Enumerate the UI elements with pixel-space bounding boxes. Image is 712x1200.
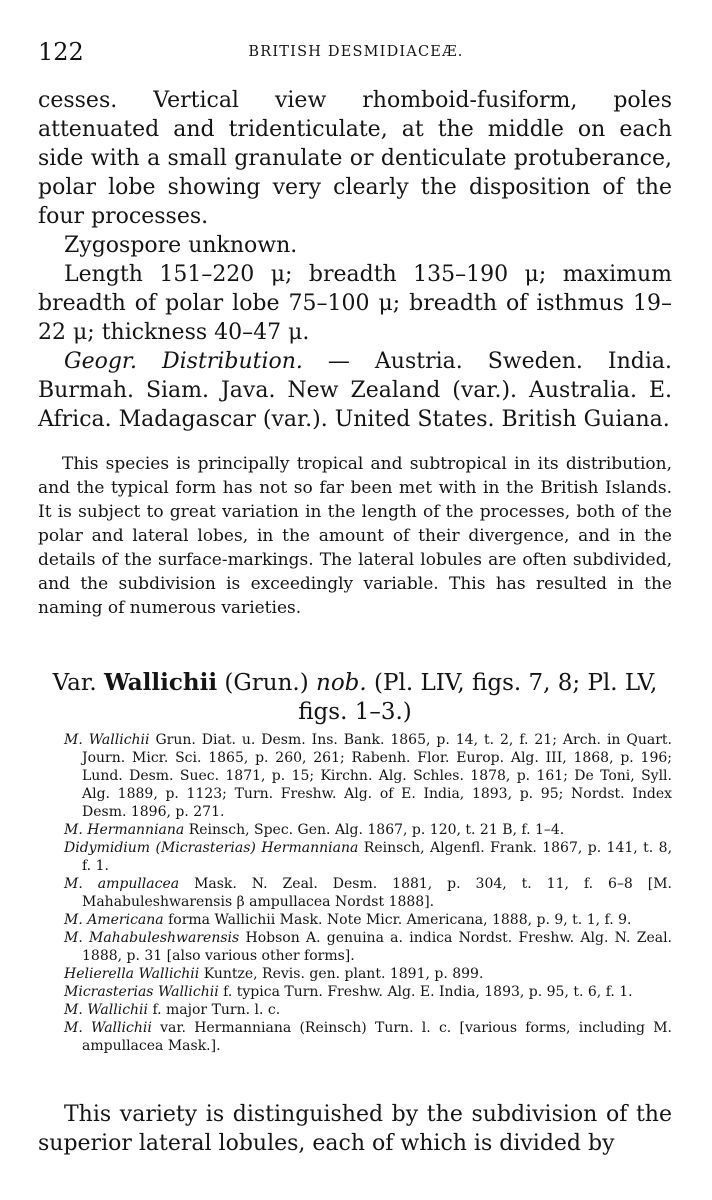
- synonym-entry: M. ampullacea Mask. N. Zeal. Desm. 1881, p. 304, t. 11, f. 6–8 [M. Mahabuleshwarensis β ampullacea Nordst 1888].: [64, 876, 672, 910]
- variety-authority: (Grun.): [224, 670, 309, 696]
- synonym-entry: M. Americana forma Wallichii Mask. Note Micr. Americana, 1888, p. 9, t. 1, f. 9.: [64, 912, 632, 928]
- measurements-paragraph: Length 151–220 μ; breadth 135–190 μ; maximum breadth of polar lobe 75–100 μ; breadth of isthmus 19–22 μ; thickness 40–47 μ.: [38, 262, 672, 345]
- synonymy-list: [38, 731, 672, 1055]
- closing-paragraph: This variety is distinguished by the subdivision of the superior lateral lobules, each of which is divided by: [38, 1102, 672, 1156]
- distribution-label: Geogr. Distribution.: [64, 349, 303, 374]
- species-description: [38, 86, 672, 434]
- variety-nob: nob.: [316, 670, 367, 696]
- closing-block: [38, 1100, 672, 1158]
- remarks-block: [38, 452, 672, 620]
- distribution-text: — Austria. Sweden. India. Burmah. Siam. Java. New Zealand (var.). Australia. E. Africa. Madagascar (var.). United States. British Guiana.: [38, 349, 673, 432]
- vertical-view-paragraph: cesses. Vertical view rhomboid-fusiform, poles attenuated and tridenticulate, at the middle on each side with a small granulate or denticulate protuberance, polar lobe showing very clearly the disposition of the four processes.: [38, 88, 672, 229]
- synonym-entry: M. Wallichii var. Hermanniana (Reinsch) Turn. l. c. [various forms, including M. ampullacea Mask.].: [64, 1020, 673, 1054]
- synonym-entry: M. Hermanniana Reinsch, Spec. Gen. Alg. 1867, p. 120, t. 21 B, f. 1–4.: [64, 822, 565, 838]
- page-header: [38, 38, 674, 68]
- synonym-entry: M. Wallichii Grun. Diat. u. Desm. Ins. Bank. 1865, p. 14, t. 2, f. 21; Arch. in Quart. Journ. Micr. Sci. 1865, p. 260, 261; Rabenh. Flor. Europ. Alg. III, 1868, p. 196; Lund. Desm. Suec. 1871, p. 15; Kirchn. Alg. Schles. 1878, p. 161; De Toni, Syll. Alg. 1889, p. 1123; Turn. Freshw. Alg. of E. India, 1893, p. 95; Nordst. Index Desm. 1896, p. 271.: [64, 732, 673, 820]
- synonym-entry: M. Mahabuleshwarensis Hobson A. genuina a. indica Nordst. Freshw. Alg. N. Zeal. 1888, p. 31 [also various other forms].: [64, 930, 673, 964]
- synonym-entry: Didymidium (Micrasterias) Hermanniana Reinsch, Algenfl. Frank. 1867, p. 141, t. 8, f. 1.: [64, 840, 673, 874]
- remarks-paragraph: This species is principally tropical and subtropical in its distribution, and the typical form has not so far been met with in the British Islands. It is subject to great variation in the length of the processes, both of the polar and lateral lobes, in the amount of their divergence, and in the details of the surface-markings. The lateral lobules are often subdivided, and the subdivision is exceedingly variable. This has resulted in the naming of numerous varieties.: [38, 454, 672, 618]
- zygospore-line: Zygospore unknown.: [64, 233, 298, 258]
- variety-prefix: Var.: [52, 670, 97, 696]
- synonym-entry: Helierella Wallichii Kuntze, Revis. gen. plant. 1891, p. 899.: [64, 966, 484, 982]
- synonym-entry: Micrasterias Wallichii f. typica Turn. Freshw. Alg. E. India, 1893, p. 95, t. 6, f. 1.: [64, 984, 633, 1000]
- variety-heading: [38, 668, 672, 727]
- variety-name: Wallichii: [103, 669, 218, 696]
- synonym-entry: M. Wallichii f. major Turn. l. c.: [64, 1002, 281, 1018]
- variety-plates: (Pl. LIV, figs. 7, 8; Pl. LV, figs. 1–3.): [298, 670, 658, 725]
- distribution-paragraph: [38, 347, 672, 434]
- page-number: 122: [38, 38, 84, 66]
- running-title: BRITISH DESMIDIACEÆ.: [248, 44, 464, 60]
